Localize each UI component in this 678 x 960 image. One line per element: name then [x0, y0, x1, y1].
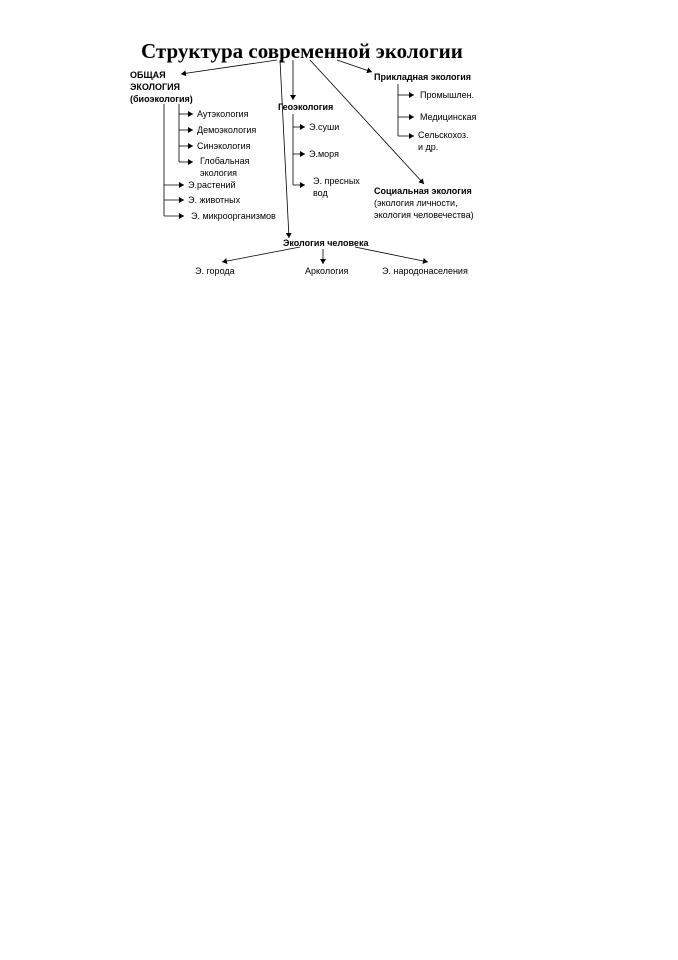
agricultural-label-2: и др. — [418, 142, 439, 152]
medical-label: Медицинская — [420, 112, 477, 122]
applied-heading: Прикладная экология — [374, 72, 472, 82]
social-line-1: (экология личности, — [374, 198, 458, 208]
freshwater-label-1: Э. пресных — [313, 176, 360, 186]
autecology-label: Аутэкология — [197, 109, 249, 119]
city-label: Э. города — [195, 266, 235, 276]
arcology-label: Аркология — [305, 266, 349, 276]
arrow-city — [222, 247, 300, 262]
industrial-label: Промышлен. — [420, 90, 475, 100]
microorganisms-label: Э. микроорганизмов — [191, 211, 276, 221]
land-label: Э.суши — [309, 122, 340, 132]
demecology-label: Демоэкология — [197, 125, 257, 135]
population-label: Э. народонаселения — [382, 266, 468, 276]
social-line-2: экология человечества) — [374, 210, 474, 220]
human-heading: Экология человека — [283, 238, 369, 248]
global-label-1: Глобальная — [200, 156, 250, 166]
geo-heading: Геоэкология — [278, 102, 334, 112]
general-heading-2: ЭКОЛОГИЯ — [130, 82, 181, 92]
general-heading-1: ОБЩАЯ — [130, 70, 166, 80]
synecology-label: Синэкология — [197, 141, 251, 151]
agricultural-label-1: Сельскохоз. — [418, 130, 469, 140]
freshwater-label-2: вод — [313, 188, 328, 198]
global-label-2: экология — [200, 168, 237, 178]
animals-label: Э. животных — [188, 195, 241, 205]
diagram-title: Структура современной экологии — [141, 39, 463, 63]
general-heading-3: (биоэкология) — [130, 94, 193, 104]
arrow-population — [355, 247, 428, 262]
sea-label: Э.моря — [309, 149, 339, 159]
arrow-to-human — [280, 60, 289, 238]
social-heading: Социальная экология — [374, 186, 472, 196]
plants-label: Э.растений — [188, 180, 236, 190]
